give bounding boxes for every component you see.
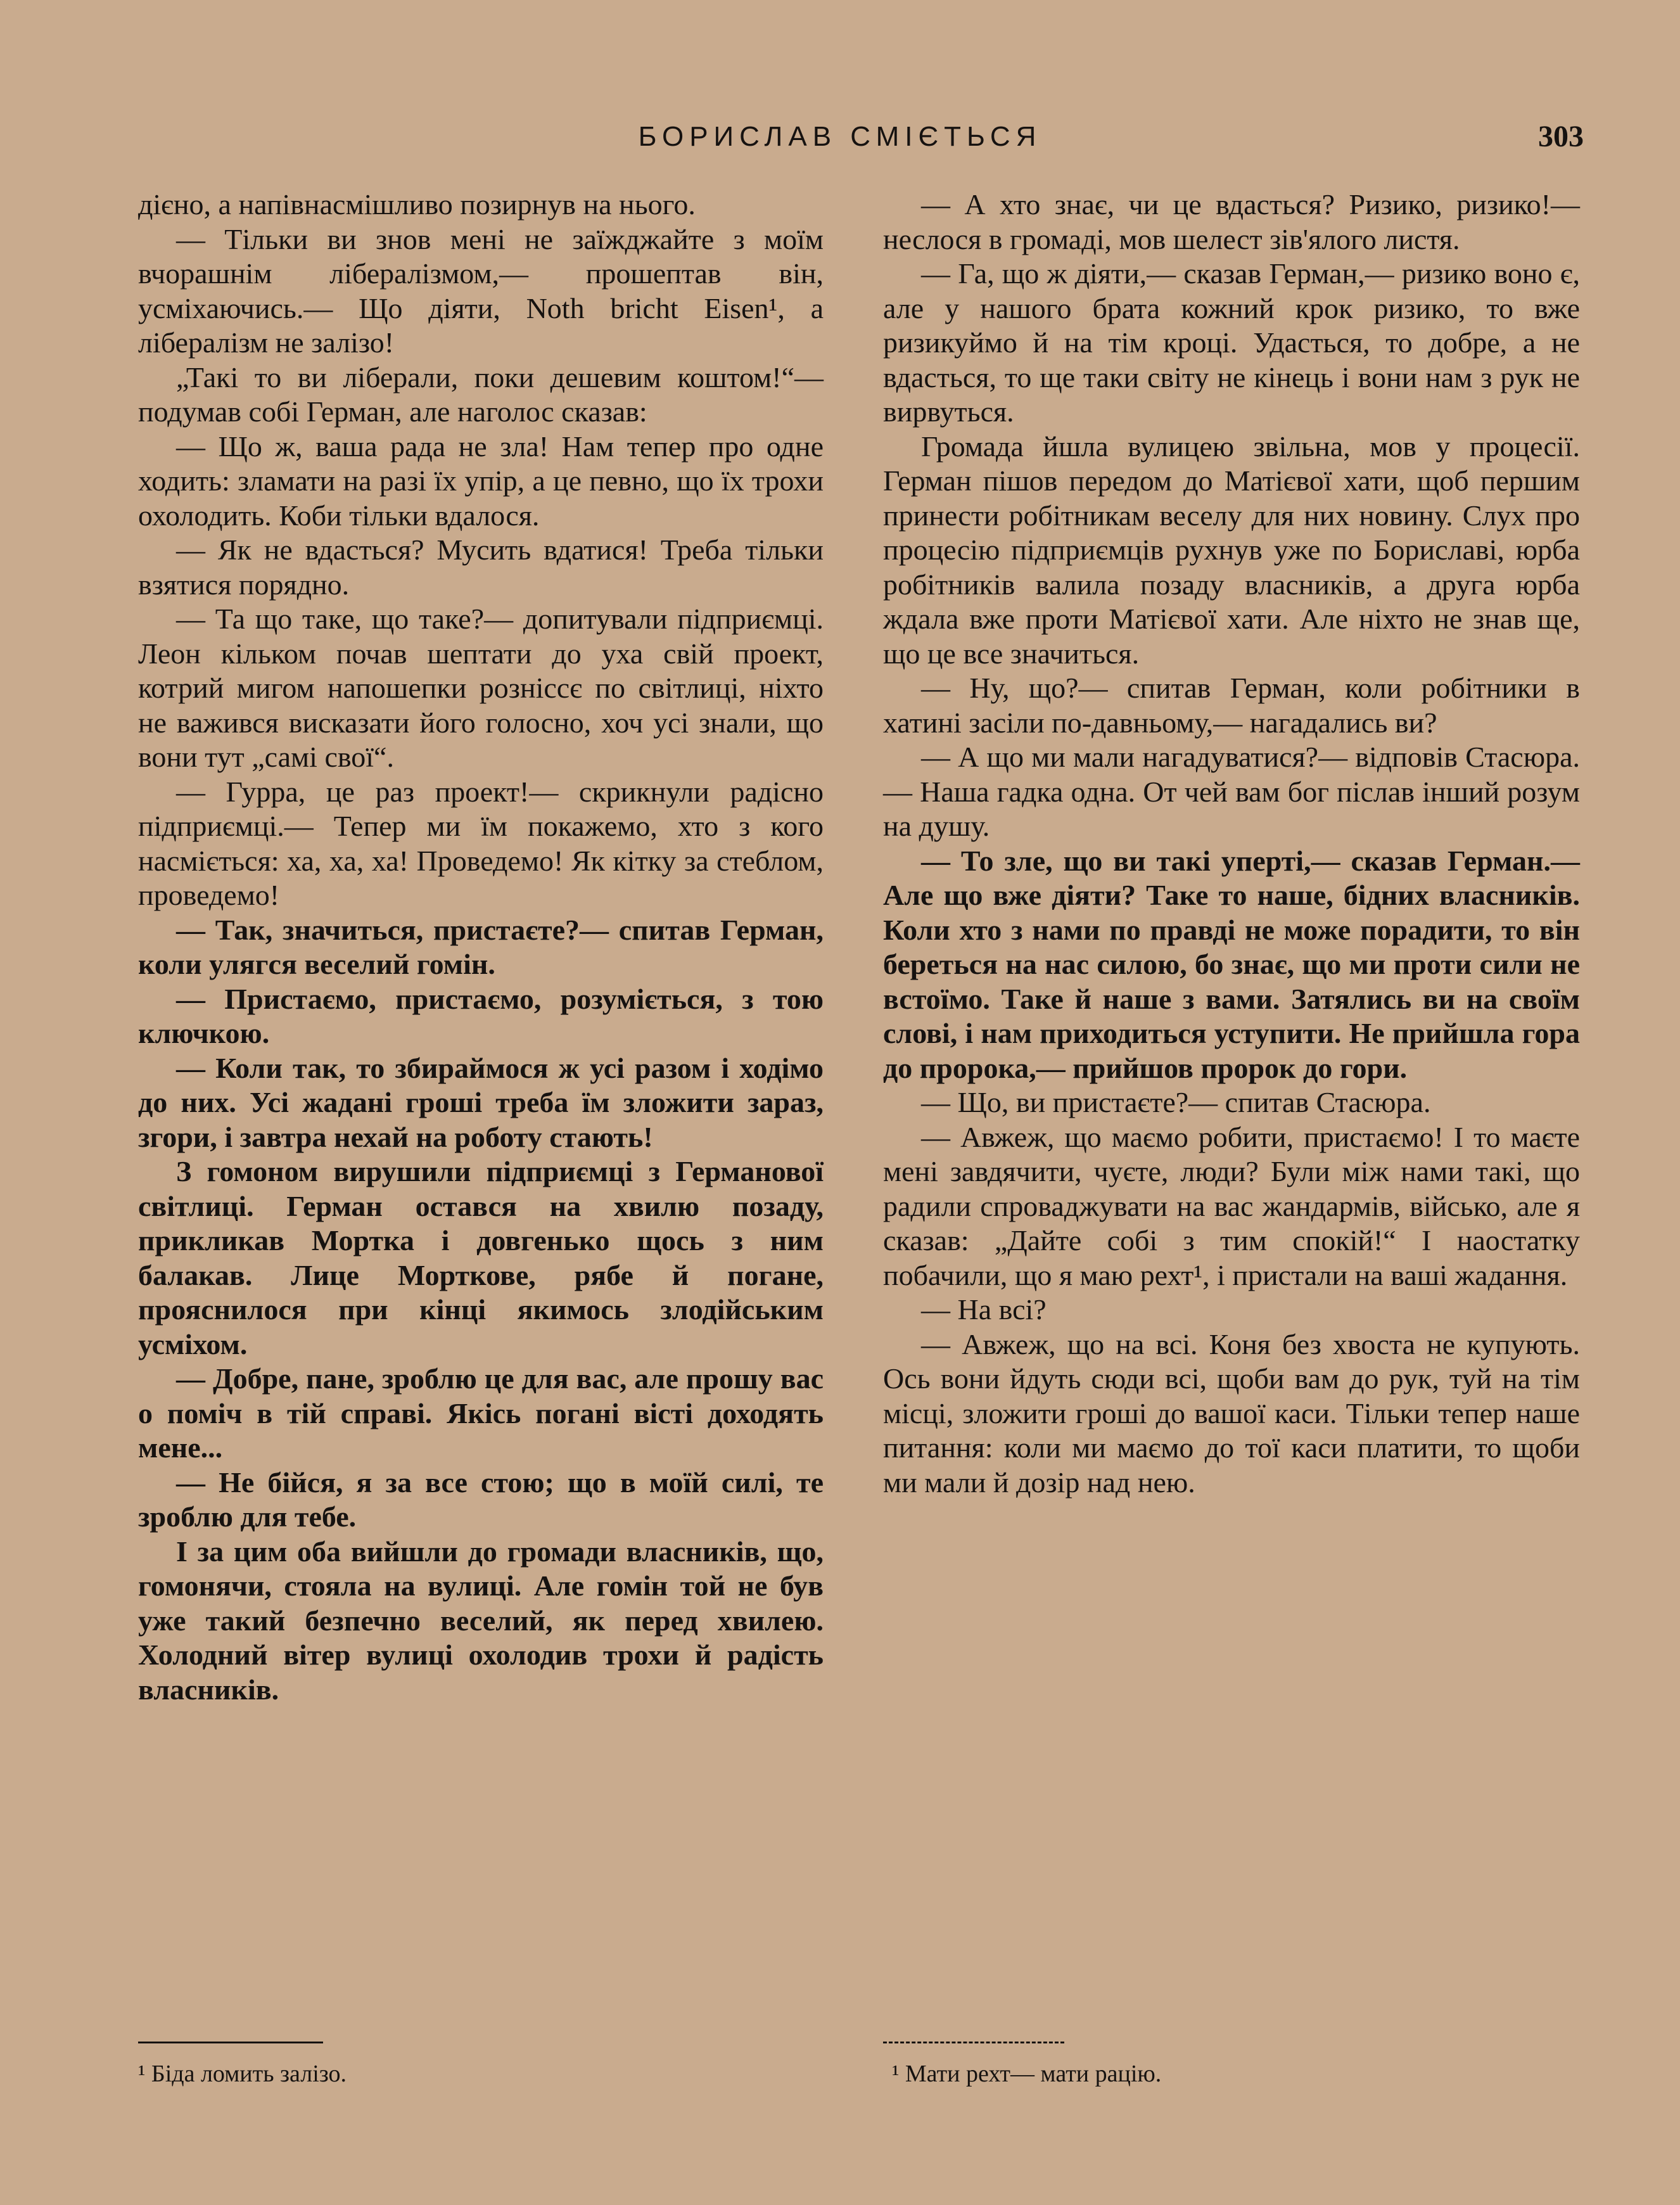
paragraph: — Коли так, то збираймося ж усі разом і ходімо до них. Усі жадані гроші треба їм зложити зараз, згори, і завтра нехай на роботу стають! bbox=[138, 1051, 824, 1153]
footnote-right: ¹ Мати рехт— мати рацію. bbox=[892, 2061, 1162, 2087]
paragraph: — Ну, що?— спитав Герман, коли робітники в хатині засіли по-давньому,— нагадались ви? bbox=[883, 672, 1580, 739]
left-text-column bbox=[138, 188, 824, 1707]
footnote-divider-left bbox=[138, 2042, 323, 2043]
paragraph: Громада йшла вулицею звільна, мов у процесії. Герман пішов передом до Матієвої хати, щоб першим принести робітникам веселу для них новину. Слух про процесію підприємців рухнув уже по Бориславі, юрба робітників валила позаду власників, а друга юрба ждала вже проти Матієвої хати. Але ніхто не знав ще, що це все значиться. bbox=[883, 430, 1580, 670]
paragraph: „Такі то ви ліберали, поки дешевим коштом!“— подумав собі Герман, але наголос сказав: bbox=[138, 361, 824, 428]
paragraph: — Авжеж, що на всі. Коня без хвоста не купують. Ось вони йдуть сюди всі, щоби вам до рук, туй на тім місці, зложити гроші до вашої каси. Тільки тепер наше питання: коли ми маємо до тої каси платити, то щоби ми мали й дозір над нею. bbox=[883, 1327, 1580, 1499]
running-title: БОРИСЛАВ СМІЄТЬСЯ bbox=[638, 121, 1042, 152]
paragraph: — Не бійся, я за все стою; що в моїй силі, те зроблю для тебе. bbox=[138, 1466, 824, 1533]
paragraph: — Та що таке, що таке?— допитували підприємці. Леон кільком почав шептати до уха свій проект, котрий мигом напошепки розніссє по світлиці, ніхто не важився висказати його голосно, хоч усі знали, що вони тут „самі свої“. bbox=[138, 603, 824, 773]
right-text-column bbox=[883, 188, 1580, 1500]
paragraph: — Га, що ж діяти,— сказав Герман,— ризико воно є, але у нашого брата кожний крок ризико, то вже ризикуймо й на тім кроці. Удасться, то добре, а не вдасться, то ще таки світу не кінець і вони нам з рук не вирвуться. bbox=[883, 257, 1580, 428]
paragraph: — Авжеж, що маємо робити, пристаємо! І то маєте мені завдячити, чуєте, люди? Були між нами такі, що радили спроваджувати на вас жандармів, військо, але я сказав: „Дайте собі з тим спокій!“ І наостатку побачили, що я маю рехт¹, і пристали на ваші жадання. bbox=[883, 1120, 1580, 1291]
paragraph: дієно, а напівнасмішливо позирнув на нього. bbox=[138, 188, 696, 220]
page-number: 303 bbox=[1538, 120, 1584, 153]
paragraph: З гомоном вирушили підприємці з Германової світлиці. Герман остався на хвилю позаду, прикликав Мортка і довгенько щось з ним балакав. Лице Морткове, рябе й погане, прояснилося при кінці якимось злодійським усміхом. bbox=[138, 1155, 824, 1360]
paragraph: — Тільки ви знов мені не заїжджайте з моїм вчорашнім лібералізмом,— прошептав він, усміхаючись.— Що діяти, Noth bricht Eisen¹, а лібералізм не залізо! bbox=[138, 222, 824, 359]
paragraph: — А що ми мали нагадуватися?— відповів Стасюра.— Наша гадка одна. От чей вам бог післав інший розум на душу. bbox=[883, 741, 1580, 842]
paragraph: — Як не вдасться? Мусить вдатися! Треба тільки взятися порядно. bbox=[138, 534, 824, 601]
paragraph: — Добре, пане, зроблю це для вас, але прошу вас о поміч в тій справі. Якісь погані вісті доходять мене... bbox=[138, 1362, 824, 1464]
footnote-divider-right bbox=[883, 2042, 1064, 2043]
paragraph: — На всі? bbox=[921, 1293, 1047, 1326]
paragraph: — Що, ви пристаєте?— спитав Стасюра. bbox=[921, 1086, 1431, 1118]
paragraph: — А хто знає, чи це вдасться? Ризико, ризико!— неслося в громаді, мов шелест зів'ялого листя. bbox=[883, 188, 1580, 255]
paragraph: — Що ж, ваша рада не зла! Нам тепер про одне ходить: зламати на разі їх упір, а це певно, що їх трохи охолодить. Коби тільки вдалося. bbox=[138, 430, 824, 532]
paragraph: — Так, значиться, пристаєте?— спитав Герман, коли улягся веселий гомін. bbox=[138, 913, 824, 980]
footnote-left: ¹ Біда ломить залізо. bbox=[138, 2061, 347, 2087]
paragraph: І за цим оба вийшли до громади власників, що, гомонячи, стояла на вулиці. Але гомін той не був уже такий безпечно веселий, як перед хвилею. Холодний вітер вулиці охолодив трохи й радість власників. bbox=[138, 1535, 824, 1706]
paragraph: — То зле, що ви такі уперті,— сказав Герман.— Але що вже діяти? Таке то наше, бідних власників. Коли хто з нами по правді не може порадити, то він береться на нас силою, бо знає, що ми проти сили не встоїмо. Таке й наше з вами. Затялись ви на своїм слові, і нам приходиться уступити. Не прийшла гора до пророка,— прийшов пророк до гори. bbox=[883, 844, 1580, 1084]
paragraph: — Пристаємо, пристаємо, розуміється, з тою ключкою. bbox=[138, 982, 824, 1049]
paragraph: — Гурра, це раз проект!— скрикнули радісно підприємці.— Тепер ми їм покажемо, хто з кого насміється: ха, ха, ха! Проведемо! Як кітку за стеблом, проведемо! bbox=[138, 775, 824, 911]
